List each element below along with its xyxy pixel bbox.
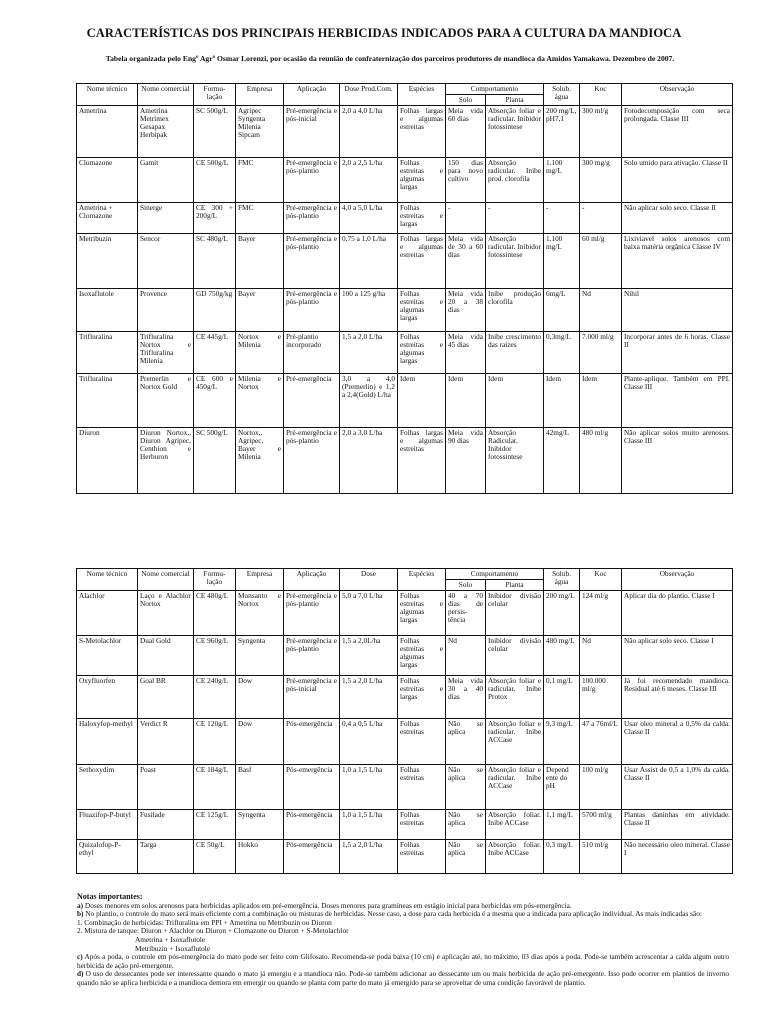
cell-nome-tecnico: S-Metolachlor — [77, 636, 138, 676]
cell-planta: Absorção radicular. Inibe prod. clorofila — [486, 158, 544, 203]
notes-section — [77, 893, 729, 988]
cell-dose: 1,5 a 2,0L/ha — [340, 636, 398, 676]
cell-empresa: Bayer — [236, 289, 284, 332]
cell-especies: Folhas largas e algumas estreitas — [398, 234, 446, 289]
cell-dose: 0,75 a 1,0 L/ha — [340, 234, 398, 289]
table-row — [77, 840, 733, 874]
cell-nome-comercial: Sinerge — [138, 203, 194, 234]
cell-nome-tecnico: Metribuzin — [77, 234, 138, 289]
cell-dose: 2,0 a 3,0 L/ha — [340, 428, 398, 494]
cell-solo: Idem — [446, 374, 486, 428]
col-header: Koc — [580, 84, 622, 106]
col-header: Observação — [622, 569, 733, 591]
cell-solo: Meia vida de 30 a 60 dias — [446, 234, 486, 289]
cell-aplicacao: Pré-emergência e pós-plantio — [284, 234, 340, 289]
cell-dose: 3,0 a 4,0 (Premerlin) e 1,2 a 2,4(Gold) L/ha — [340, 374, 398, 428]
cell-nome-comercial: Premerlin e Nortox Gold — [138, 374, 194, 428]
cell-nome-comercial: Ametrina Metrimex Gesapax Herbipak — [138, 106, 194, 158]
cell-aplicacao: Pós-emergência — [284, 719, 340, 765]
cell-empresa: FMC — [236, 158, 284, 203]
cell-solo: Não se aplica — [446, 840, 486, 874]
cell-koc: 7.000 ml/g — [580, 332, 622, 374]
col-header-planta: Planta — [486, 95, 544, 106]
cell-observacao: Usar oleo mineral a 0,5% da calda. Classe II — [622, 719, 733, 765]
col-header: Empresa — [236, 569, 284, 591]
notes-heading: Notas importantes: — [77, 892, 143, 901]
table-row — [77, 719, 733, 765]
note-label: c) — [77, 952, 83, 962]
cell-nome-tecnico: Haloxyfop-methyl — [77, 719, 138, 765]
cell-nome-tecnico: Isoxaflutole — [77, 289, 138, 332]
cell-solubilidade: 1.100 mg/L — [544, 158, 580, 203]
cell-koc: 100.000 ml/g — [580, 676, 622, 719]
col-header: Nome comercial — [138, 569, 194, 591]
cell-formulacao: CE 50g/L — [194, 840, 236, 874]
cell-solubilidade: 200 mg/L — [544, 591, 580, 636]
cell-observacao: Plantas daninhas em atividade. Classe II — [622, 810, 733, 840]
cell-planta: Inibe crescimento das raizes — [486, 332, 544, 374]
herbicide-table-1 — [76, 83, 733, 494]
cell-formulacao: CE 300 + 200g/L — [194, 203, 236, 234]
cell-observacao: Já foi recomendado mandioca. Residual até 6 meses. Classe III — [622, 676, 733, 719]
cell-planta: Absorção foliar e radicular. Inibe ACCase — [486, 765, 544, 810]
cell-observacao: Nihil — [622, 289, 733, 332]
cell-planta: Absorção foliar e radicular. Inibe Protox — [486, 676, 544, 719]
table-row — [77, 374, 733, 428]
cell-koc: 300 mg/g — [580, 158, 622, 203]
cell-especies: Folhas estreitas e algumas largas — [398, 289, 446, 332]
cell-dose: 5,0 a 7,0 L/ha — [340, 591, 398, 636]
col-header: Aplicação — [284, 84, 340, 106]
cell-nome-comercial: Targa — [138, 840, 194, 874]
cell-solubilidade: 0,3mg/L — [544, 332, 580, 374]
cell-especies: Folhas estreitas e largas — [398, 203, 446, 234]
cell-planta: Inibidor divisão celular — [486, 591, 544, 636]
cell-observacao: Aplicar dia do plantio. Classe I — [622, 591, 733, 636]
col-header-comportamento: Comportamento — [446, 569, 544, 580]
cell-aplicacao: Pós-emergência — [284, 810, 340, 840]
cell-solubilidade: Depend ente do pH — [544, 765, 580, 810]
cell-aplicacao: Pós-emergência — [284, 765, 340, 810]
table-row — [77, 676, 733, 719]
cell-aplicacao: Pré-emergência e pós-plantio — [284, 636, 340, 676]
cell-solo: 150 dias para novo cultivo — [446, 158, 486, 203]
cell-aplicacao: Pré-emergência e pós-plantio — [284, 591, 340, 636]
cell-formulacao: GD 750g/kg — [194, 289, 236, 332]
cell-solo: Meia vida 90 dias — [446, 428, 486, 494]
cell-nome-tecnico: Oxyfluorfen — [77, 676, 138, 719]
cell-planta: Inibidor divisão celular — [486, 636, 544, 676]
cell-aplicacao: Pré-emergência e pós-inicial — [284, 106, 340, 158]
cell-formulacao: CE 960g/L — [194, 636, 236, 676]
cell-nome-comercial: Poast — [138, 765, 194, 810]
cell-especies: Folhas largas e algumas estreitas — [398, 428, 446, 494]
col-header: Espécies — [398, 84, 446, 106]
table-header-row — [77, 84, 733, 95]
cell-formulacao: CE 240g/L — [194, 676, 236, 719]
cell-especies: Folhas estreitas — [398, 719, 446, 765]
cell-koc: 510 ml/g — [580, 840, 622, 874]
cell-nome-comercial: Provence — [138, 289, 194, 332]
cell-solo: Nd — [446, 636, 486, 676]
cell-especies: Idem — [398, 374, 446, 428]
cell-nome-tecnico: Ametrina + Clomazone — [77, 203, 138, 234]
cell-especies: Folhas estreitas e largas — [398, 676, 446, 719]
cell-nome-comercial: Dual Gold — [138, 636, 194, 676]
cell-solubilidade: 6mg/L — [544, 289, 580, 332]
cell-koc: 100 ml/g — [580, 765, 622, 810]
cell-dose: 1,5 a 2,0 L/ha — [340, 676, 398, 719]
cell-empresa: Syngenta — [236, 810, 284, 840]
cell-empresa: Syngenta — [236, 636, 284, 676]
table-row — [77, 289, 733, 332]
cell-aplicacao: Pós-emergência — [284, 840, 340, 874]
note-b-item-3: Ametrina + Isoxaflutole — [135, 934, 206, 944]
cell-empresa: Nortox,, Agripec, Bayer e Milenia — [236, 428, 284, 494]
cell-dose: 2,0 a 4,0 L/ha — [340, 106, 398, 158]
col-header: Koc — [580, 569, 622, 591]
col-header: Nome comercial — [138, 84, 194, 106]
cell-koc: 480 ml/g — [580, 428, 622, 494]
col-header: Aplicação — [284, 569, 340, 591]
cell-observacao: Não necessário oleo mineral. Classe I — [622, 840, 733, 874]
cell-observacao: Usar Assist de 0,5 a 1,0% da calda. Classe II — [622, 765, 733, 810]
cell-empresa: Hokko — [236, 840, 284, 874]
cell-empresa: Agripec Syngenta Milenia Sipcam — [236, 106, 284, 158]
note-text: Após a poda, o controle em pós-emergência do mato pode ser feito com Glifosato. Recomenda-se poda baixa (10 cm) e aplicação até, no máximo, 03 dias após a poda. Pode-se também acrescentar a calda algum outro herbicida de ação pré-emergente. — [77, 952, 729, 970]
cell-observacao: Fotodecomposição com seca prolongada. Classe III — [622, 106, 733, 158]
cell-solo: - — [446, 203, 486, 234]
cell-formulacao: CE 480g/L — [194, 591, 236, 636]
table-row — [77, 158, 733, 203]
cell-nome-comercial: Fusilade — [138, 810, 194, 840]
cell-nome-tecnico: Ametrina — [77, 106, 138, 158]
cell-planta: Absorção foliar. Inibe ACCase — [486, 840, 544, 874]
cell-especies: Folhas estreitas — [398, 840, 446, 874]
document-title: CARACTERÍSTICAS DOS PRINCIPAIS HERBICIDAS INDICADOS PARA A CULTURA DA MANDIOCA — [86, 26, 682, 40]
cell-koc: Idem — [580, 374, 622, 428]
col-header: Espécies — [398, 569, 446, 591]
cell-aplicacao: Pré-emergência e pós-plantio — [284, 289, 340, 332]
cell-solubilidade: 0,3 mg/L — [544, 840, 580, 874]
col-header: Formu-lação — [194, 84, 236, 106]
note-d — [77, 970, 729, 987]
cell-nome-comercial: Goal BR — [138, 676, 194, 719]
cell-solo: Meia vida 30 a 40 dias — [446, 676, 486, 719]
col-header: Nome técnico — [77, 84, 138, 106]
note-label: a) — [77, 900, 84, 910]
col-header-planta: Planta — [486, 580, 544, 591]
cell-solo: 40 a 70 dias de persis-tência — [446, 591, 486, 636]
cell-solubilidade: 200 mg/L, pH7,1 — [544, 106, 580, 158]
cell-observacao: Lixiviavel solos arenosos com baixa matéria orgânica Classe IV — [622, 234, 733, 289]
cell-koc: 124 ml/g — [580, 591, 622, 636]
table-row — [77, 203, 733, 234]
cell-solo: Meia vida 60 dias — [446, 106, 486, 158]
note-b-item-1: 1. Combinação de herbicidas: Trifluralina em PPI + Ametrina ou Metribuzin ou Diuron — [77, 917, 332, 927]
cell-solubilidade: 9,3 mg/L — [544, 719, 580, 765]
cell-especies: Folhas estreitas e algumas largas — [398, 158, 446, 203]
cell-empresa: Basf — [236, 765, 284, 810]
cell-solubilidade: 1,1 mg/L — [544, 810, 580, 840]
cell-dose: 4,0 a 5,0 L/ha — [340, 203, 398, 234]
cell-solo: Meia vida 45 dias — [446, 332, 486, 374]
cell-solubilidade: - — [544, 203, 580, 234]
document-subtitle: Tabela organizada pelo Engº Agrº Osmar Lorenzi, por ocasião da reunião de confraternização dos parceiros produtores de mandioca da Amidos Yamakawa. Dezembro de 2007. — [105, 54, 675, 63]
cell-dose: 0,4 a 0,5 L/ha — [340, 719, 398, 765]
cell-aplicacao: Pré-emergência e pós-plantio — [284, 203, 340, 234]
cell-nome-comercial: Verdict R — [138, 719, 194, 765]
col-header-comportamento: Comportamento — [446, 84, 544, 95]
table-row — [77, 428, 733, 494]
col-header: Solub. água — [544, 569, 580, 591]
cell-nome-tecnico: Trifluralina — [77, 374, 138, 428]
cell-dose: 1,0 a 1,5 L/ha — [340, 765, 398, 810]
cell-solo: Meia vida 20 a 38 dias — [446, 289, 486, 332]
cell-koc: 300 ml/g — [580, 106, 622, 158]
cell-planta: Absorção foliar. Inibe ACCase — [486, 810, 544, 840]
col-header-solo: Solo — [446, 95, 486, 106]
cell-empresa: Monsanto e Nortox — [236, 591, 284, 636]
cell-solubilidade: 42mg/L — [544, 428, 580, 494]
cell-aplicacao: Pré-plantio incorporado — [284, 332, 340, 374]
cell-nome-tecnico: Alachlor — [77, 591, 138, 636]
table-header-row — [77, 569, 733, 580]
cell-nome-comercial: Sencor — [138, 234, 194, 289]
cell-empresa: Dow — [236, 719, 284, 765]
table-row — [77, 810, 733, 840]
note-label: b) — [77, 909, 84, 919]
cell-especies: Folhas estreitas e algumas largas — [398, 332, 446, 374]
cell-nome-comercial: Trifluralina Nortox e Trifluralina Milenia — [138, 332, 194, 374]
cell-nome-tecnico: Clomazone — [77, 158, 138, 203]
cell-observacao: Não aplicar solos muito arenosos. Classe III — [622, 428, 733, 494]
cell-planta: Idem — [486, 374, 544, 428]
cell-dose: 1,5 a 2,0 L/ha — [340, 840, 398, 874]
cell-solubilidade: 0,1 mg/L — [544, 676, 580, 719]
cell-formulacao: SC 500g/L — [194, 106, 236, 158]
col-header: Nome técnico — [77, 569, 138, 591]
cell-empresa: Dow — [236, 676, 284, 719]
cell-observacao: Não aplicar solo seco. Classe II — [622, 203, 733, 234]
cell-empresa: Milenia e Nortox — [236, 374, 284, 428]
cell-solubilidade: 1.100 mg/L — [544, 234, 580, 289]
table-row — [77, 234, 733, 289]
cell-koc: 47 a 76ml/L — [580, 719, 622, 765]
col-header: Empresa — [236, 84, 284, 106]
col-header: Solub. água — [544, 84, 580, 106]
cell-formulacao: CE 125g/L — [194, 810, 236, 840]
cell-formulacao: CE 600 e 450g/L — [194, 374, 236, 428]
cell-formulacao: SC 500g/L — [194, 428, 236, 494]
cell-observacao: Solo umido para ativação. Classe II — [622, 158, 733, 203]
table-row — [77, 332, 733, 374]
col-header-solo: Solo — [446, 580, 486, 591]
cell-nome-comercial: Laço e Alachlor Nortox — [138, 591, 194, 636]
cell-solubilidade: Idem — [544, 374, 580, 428]
cell-nome-comercial: Diuron Nortox,, Diuron Agripec, Centhion e Herburon — [138, 428, 194, 494]
note-b-item-2: 2. Mistura de tanque: Diuron + Alachlor ou Diuron + Clomazone ou Diuron + S-Metolachlor — [77, 926, 349, 936]
cell-dose: 1,0 a 1,5 L/ha — [340, 810, 398, 840]
cell-empresa: Nortox e Milenia — [236, 332, 284, 374]
cell-koc: Nd — [580, 289, 622, 332]
cell-aplicacao: Pré-emergência e pós-inicial — [284, 676, 340, 719]
cell-planta: Absorção foliar e radicular. Inibidor fotossintese — [486, 106, 544, 158]
cell-dose: 100 a 125 g/ha — [340, 289, 398, 332]
col-header: Formu-lação — [194, 569, 236, 591]
cell-empresa: Bayer — [236, 234, 284, 289]
cell-nome-tecnico: Sethoxydim — [77, 765, 138, 810]
col-header: Observação — [622, 84, 733, 106]
table-row — [77, 591, 733, 636]
cell-nome-tecnico: Diuron — [77, 428, 138, 494]
cell-planta: Inibe produção clorofila — [486, 289, 544, 332]
cell-observacao: Não aplicar solo seco. Classe I — [622, 636, 733, 676]
cell-dose: 1,5 a 2,0 L/ha — [340, 332, 398, 374]
col-header: Dose — [340, 569, 398, 591]
cell-especies: Folhas estreitas e algumas largas — [398, 591, 446, 636]
cell-planta: - — [486, 203, 544, 234]
table-row — [77, 106, 733, 158]
cell-planta: Absorção Radicular. Inibidor fotossintese — [486, 428, 544, 494]
herbicide-table-2 — [76, 568, 733, 874]
cell-nome-tecnico: Quizalofop-P-ethyl — [77, 840, 138, 874]
cell-solubilidade: 480 mg/L — [544, 636, 580, 676]
note-text: No plantio, o controle do mato será mais eficiente com a combinação ou misturas de herbicidas. Nesse caso, a dose para cada herbicida é a mesma que a indicada para aplicação individual. As mais indicadas são: — [85, 909, 702, 919]
cell-nome-comercial: Gamit — [138, 158, 194, 203]
cell-dose: 2,0 a 2,5 L/ha — [340, 158, 398, 203]
cell-solo: Não se aplica — [446, 719, 486, 765]
note-b-item-4: Metribuzin + Isoxaflutole — [135, 943, 211, 953]
table-row — [77, 636, 733, 676]
cell-nome-tecnico: Fluazifop-P-butyl — [77, 810, 138, 840]
cell-formulacao: SC 480g/L — [194, 234, 236, 289]
cell-especies: Folhas estreitas — [398, 810, 446, 840]
cell-nome-tecnico: Trifluralina — [77, 332, 138, 374]
cell-aplicacao: Pré-emergência — [284, 374, 340, 428]
cell-koc: - — [580, 203, 622, 234]
cell-planta: Absorção radicular. Inibidor fotossintese — [486, 234, 544, 289]
cell-solo: Não se aplica — [446, 810, 486, 840]
cell-formulacao: CE 500g/L — [194, 158, 236, 203]
col-header: Dose Prod.Com. — [340, 84, 398, 106]
cell-observacao: Incorporar antes de 6 horas. Classe II — [622, 332, 733, 374]
cell-especies: Folhas estreitas — [398, 765, 446, 810]
cell-planta: Absorção foliar e radicular. Inibe ACCase — [486, 719, 544, 765]
cell-especies: Folhas largas e algumas estreitas — [398, 106, 446, 158]
cell-especies: Folhas estreitas e algumas largas — [398, 636, 446, 676]
note-c — [77, 953, 729, 970]
cell-solo: Não se aplica — [446, 765, 486, 810]
cell-koc: 5700 ml/g — [580, 810, 622, 840]
cell-aplicacao: Pré-emergência e pós-plantio — [284, 158, 340, 203]
cell-koc: Nd — [580, 636, 622, 676]
cell-formulacao: CE 120g/L — [194, 719, 236, 765]
cell-koc: 60 ml/g — [580, 234, 622, 289]
table-row — [77, 765, 733, 810]
note-text: O uso de dessecantes pode ser interessante quando o mato já emergiu e a mandioca não. Pode-se também adicionar ao dessecante um ou mais herbicida de ação pré-emergente. Isso pode ocorrer em plantios de inverno quando não se aplica herbicida e a mandioca demora em emergir ou quando se planta com parte do mato já emergido para se aproveitar de uma condição favorável de plantio. — [77, 969, 730, 987]
cell-formulacao: CE 184g/L — [194, 765, 236, 810]
cell-aplicacao: Pré-emergência e pós-plantio — [284, 428, 340, 494]
cell-observacao: Plante-aplique. Também em PPI. Classe III — [622, 374, 733, 428]
note-text: Doses menores em solos arenosos para herbicidas aplicados em pré-emergência. Doses menores para gramíneas em estágio inicial para herbicidas em pós-emergência. — [84, 900, 572, 910]
cell-formulacao: CE 445g/L — [194, 332, 236, 374]
note-label: d) — [77, 969, 84, 979]
cell-empresa: FMC — [236, 203, 284, 234]
